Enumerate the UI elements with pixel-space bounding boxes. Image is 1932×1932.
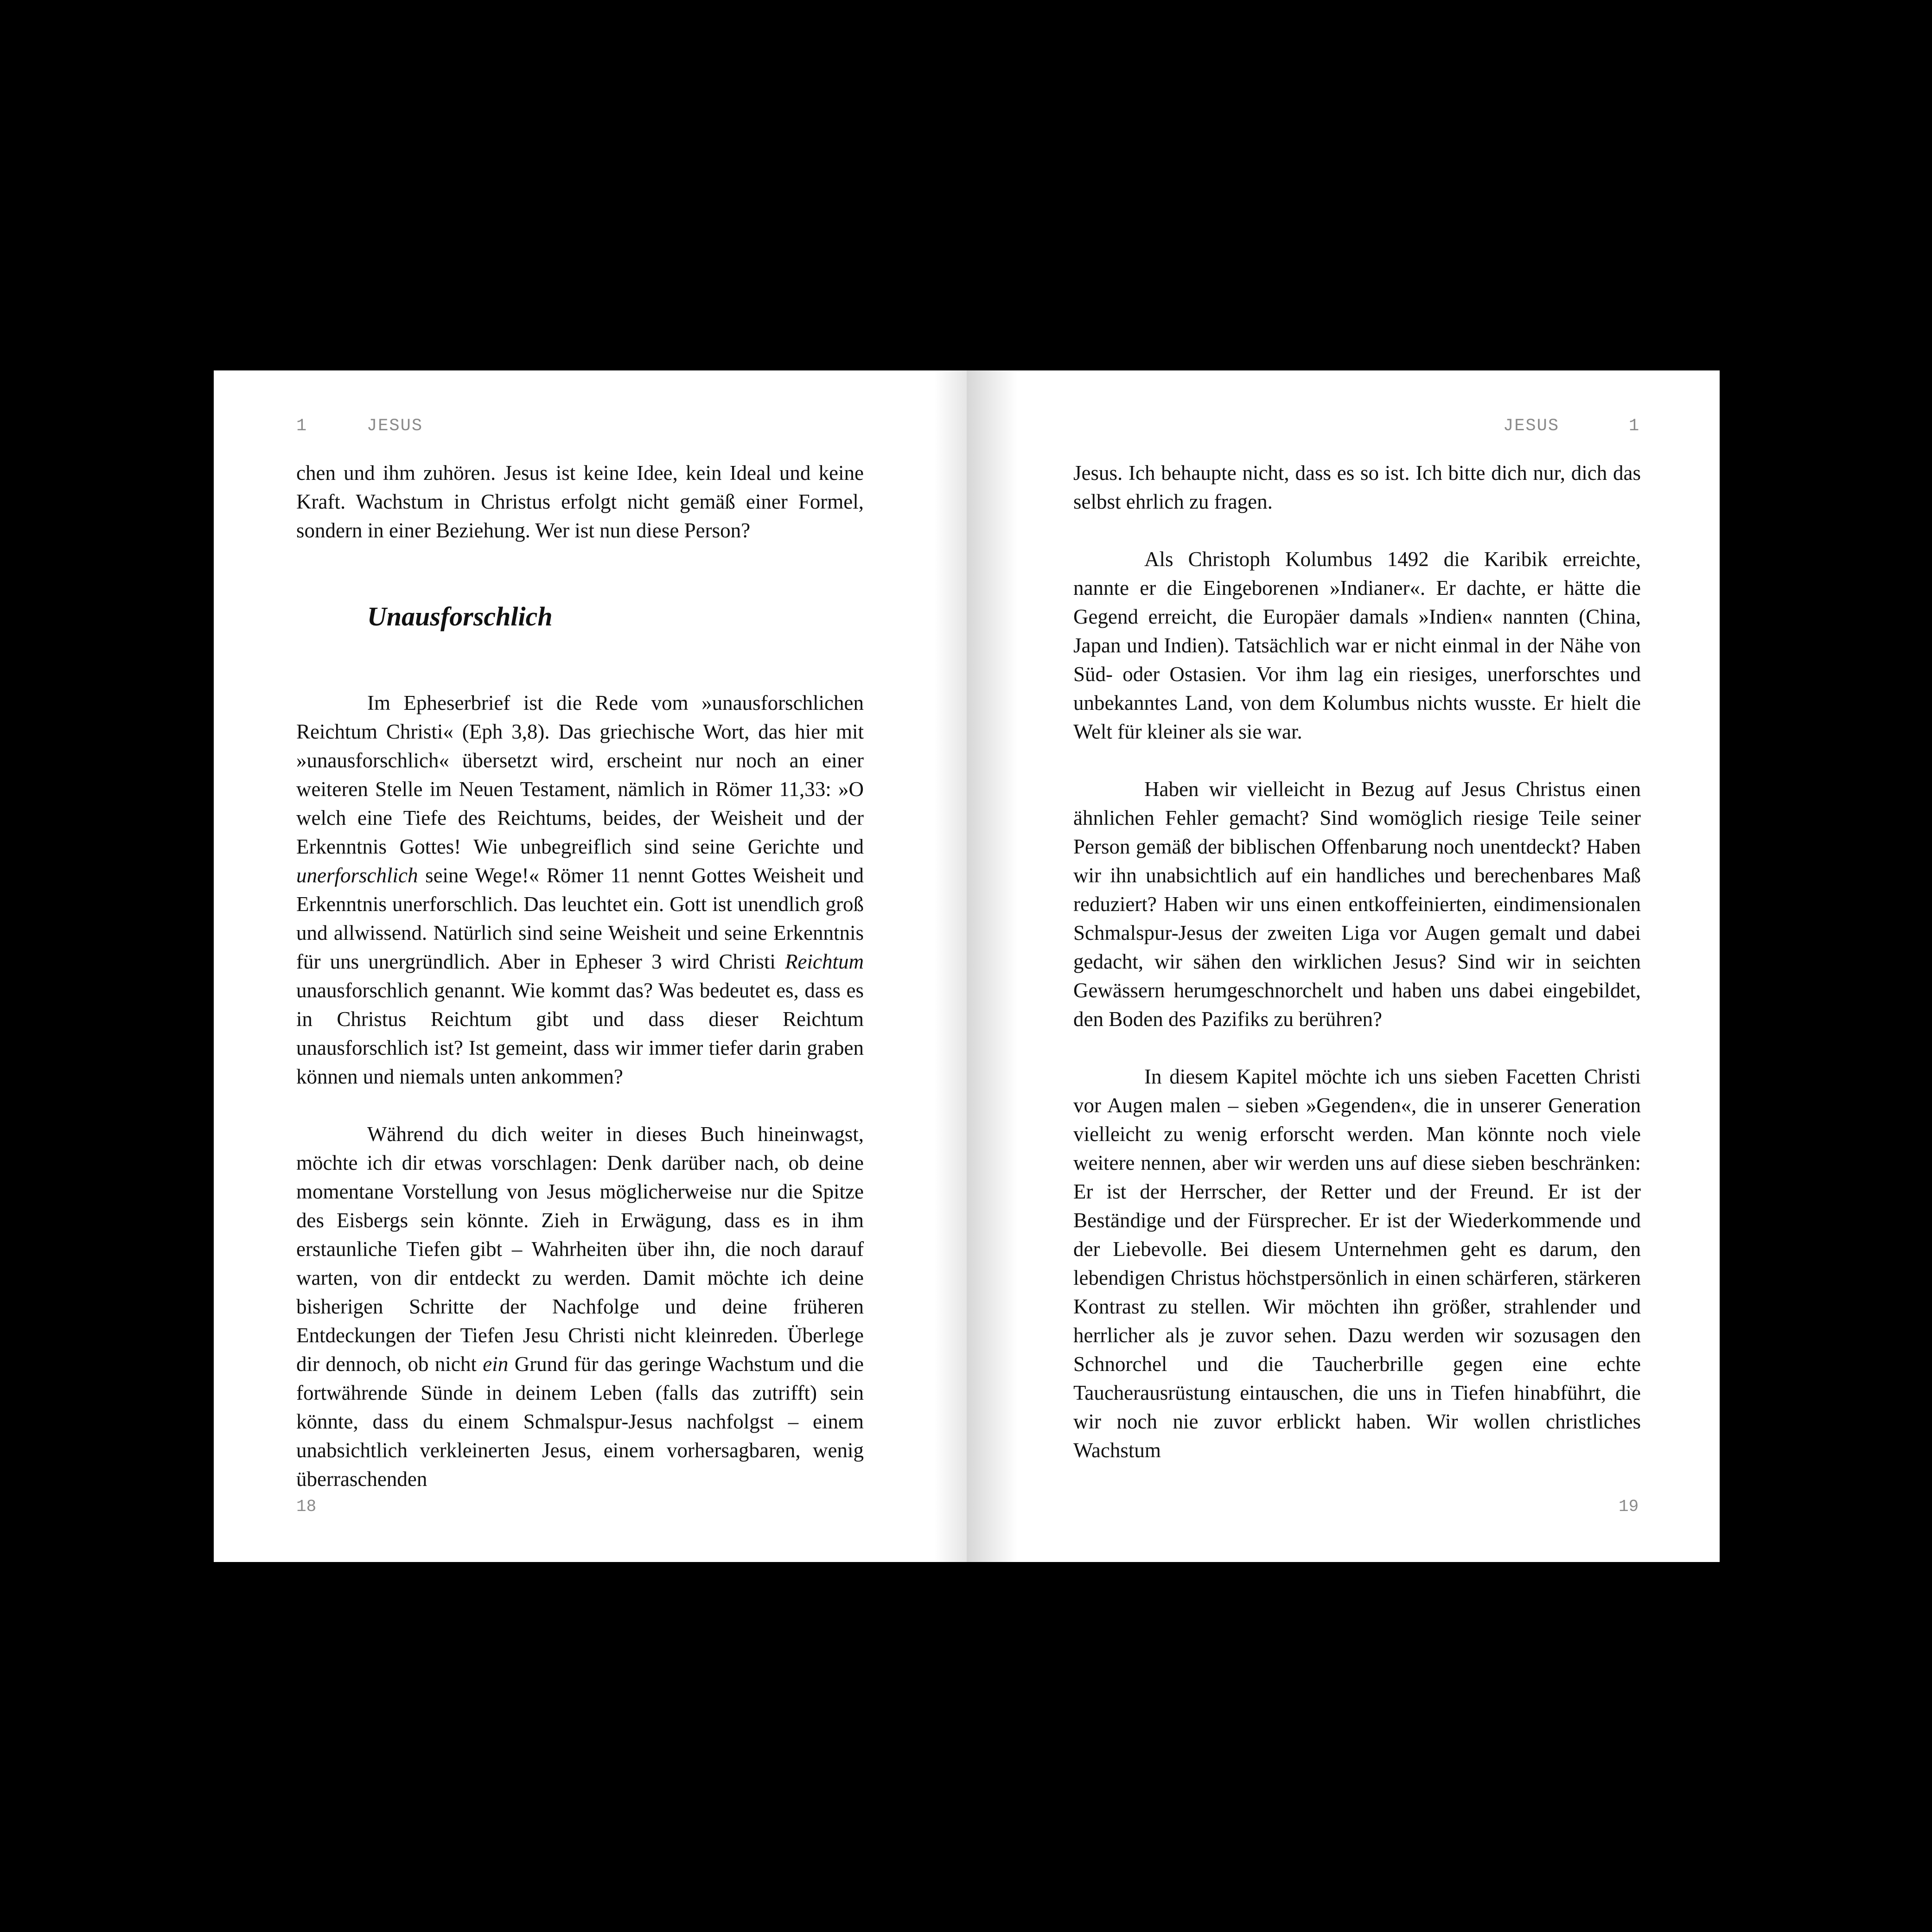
running-head-chapter-number: 1 <box>296 416 308 436</box>
paragraph-continued: Jesus. Ich behaupte nicht, dass es so ist. Ich bitte dich nur, dich das selbst ehrlich zu fragen. <box>1073 461 1641 513</box>
section-heading: Unausforschlich <box>367 601 553 631</box>
page-number: 18 <box>296 1497 317 1516</box>
gutter-shadow-left <box>934 370 967 1562</box>
right-page <box>967 370 1720 1562</box>
paragraph: Haben wir vielleicht in Bezug auf Jesus Christus einen ähnlichen Fehler gemacht? Sind womöglich riesige Teile seiner Person gemäß der biblischen Offenbarung noch unentdeckt? Haben wir ihn unabsichtlich auf ein handliches und berechenbares Maß reduziert? Haben wir uns einen entkoffeinierten, eindimensionalen Schmalspur-Jesus der zweiten Liga vor Augen gemalt und dabei gedacht, wir sähen den wirklichen Jesus? Sind wir in seichten Gewässern herumgeschnorchelt und haben uns dabei eingebildet, den Boden des Pazifiks zu berühren? <box>1073 778 1641 1031</box>
paragraph: In diesem Kapitel möchte ich uns sieben Facetten Christi vor Augen malen – sieben »Gegenden«, die in unserer Generation vielleicht zu wenig erforscht werden. Man könnte noch viele weitere nennen, aber wir werden uns auf diese sieben beschränken: Er ist der Herrscher, der Retter und der Freund. Er ist der Beständige und der Fürsprecher. Er ist der Wiederkommende und der Liebevolle. Bei diesem Unternehmen geht es darum, den lebendigen Christus höchstpersönlich in einen schärferen, stärkeren Kontrast zu stellen. Wir möchten ihn größer, strahlender und herrlicher als je zuvor sehen. Dazu werden wir sozusagen den Schnorchel und die Taucherbrille gegen eine echte Taucherausrüstung eintauschen, die uns in Tiefen hinabführt, die wir noch nie zuvor erblickt haben. Wir wollen christliches Wachstum <box>1073 1065 1641 1462</box>
running-head-title: JESUS <box>1503 416 1560 436</box>
paragraph: Als Christoph Kolumbus 1492 die Karibik erreichte, nannte er die Eingeborenen »Indianer«. Er dachte, er hätte die Gegend erreicht, die Europäer damals »Indien« nannten (China, Japan und Indien). Tatsächlich war er nicht einmal in der Nähe von Süd- oder Ostasien. Vor ihm lag ein riesiges, unerforschtes und unbekanntes Land, von dem Kolumbus nichts wusste. Er hielt die Welt für kleiner als sie war. <box>1073 548 1641 743</box>
running-head-title: JESUS <box>367 416 423 436</box>
page-number: 19 <box>1619 1497 1639 1516</box>
left-page <box>214 370 967 1562</box>
gutter-shadow-right <box>967 370 1018 1562</box>
running-head-chapter-number: 1 <box>1629 416 1640 436</box>
paragraph: Im Epheserbrief ist die Rede vom »unausforschlichen Reichtum Christi« (Eph 3,8). Das griechische Wort, das hier mit »unausforschlich« übersetzt wird, erscheint nur noch an einer weiteren Stelle im Neuen Testament, nämlich in Römer 11,33: »O welch eine Tiefe des Reichtums, beides, der Weisheit und der Erkenntnis Gottes! Wie unbegreiflich sind seine Gerichte und unerforschlich seine Wege!« Römer 11 nennt Gottes Weisheit und Erkenntnis unerforschlich. Das leuchtet ein. Gott ist unendlich groß und allwissend. Natürlich sind seine Weisheit und seine Erkenntnis für uns unergründlich. Aber in Epheser 3 wird Christi Reichtum unausforschlich genannt. Wie kommt das? Was bedeutet es, dass es in Christus Reichtum gibt und dass dieser Reichtum unausforschlich ist? Ist gemeint, dass wir immer tiefer darin graben können und niemals unten ankommen? <box>296 691 864 1088</box>
left-text-block <box>296 459 864 1493</box>
right-text-block <box>1073 459 1641 1465</box>
paragraph-continued: chen und ihm zuhören. Jesus ist keine Idee, kein Ideal und keine Kraft. Wachstum in Christus erfolgt nicht gemäß einer Formel, sondern in einer Beziehung. Wer ist nun diese Person? <box>296 461 864 542</box>
paragraph: Während du dich weiter in dieses Buch hineinwagst, möchte ich dir etwas vorschlagen: Denk darüber nach, ob deine momentane Vorstellung von Jesus möglicherweise nur die Spitze des Eisbergs sein könnte. Zieh in Erwägung, dass es in ihm erstaunliche Tiefen gibt – Wahrheiten über ihn, die noch darauf warten, von dir entdeckt zu werden. Damit möchte ich deine bisherigen Schritte der Nachfolge und deine früheren Entdeckungen der Tiefen Jesu Christi nicht kleinreden. Überlege dir dennoch, ob nicht ein Grund für das geringe Wachstum und die fortwährende Sünde in deinem Leben (falls das zutrifft) sein könnte, dass du einem Schmalspur-Jesus nachfolgst – einem unabsichtlich verkleinerten Jesus, einem vorhersagbaren, wenig überraschenden <box>296 1122 864 1491</box>
